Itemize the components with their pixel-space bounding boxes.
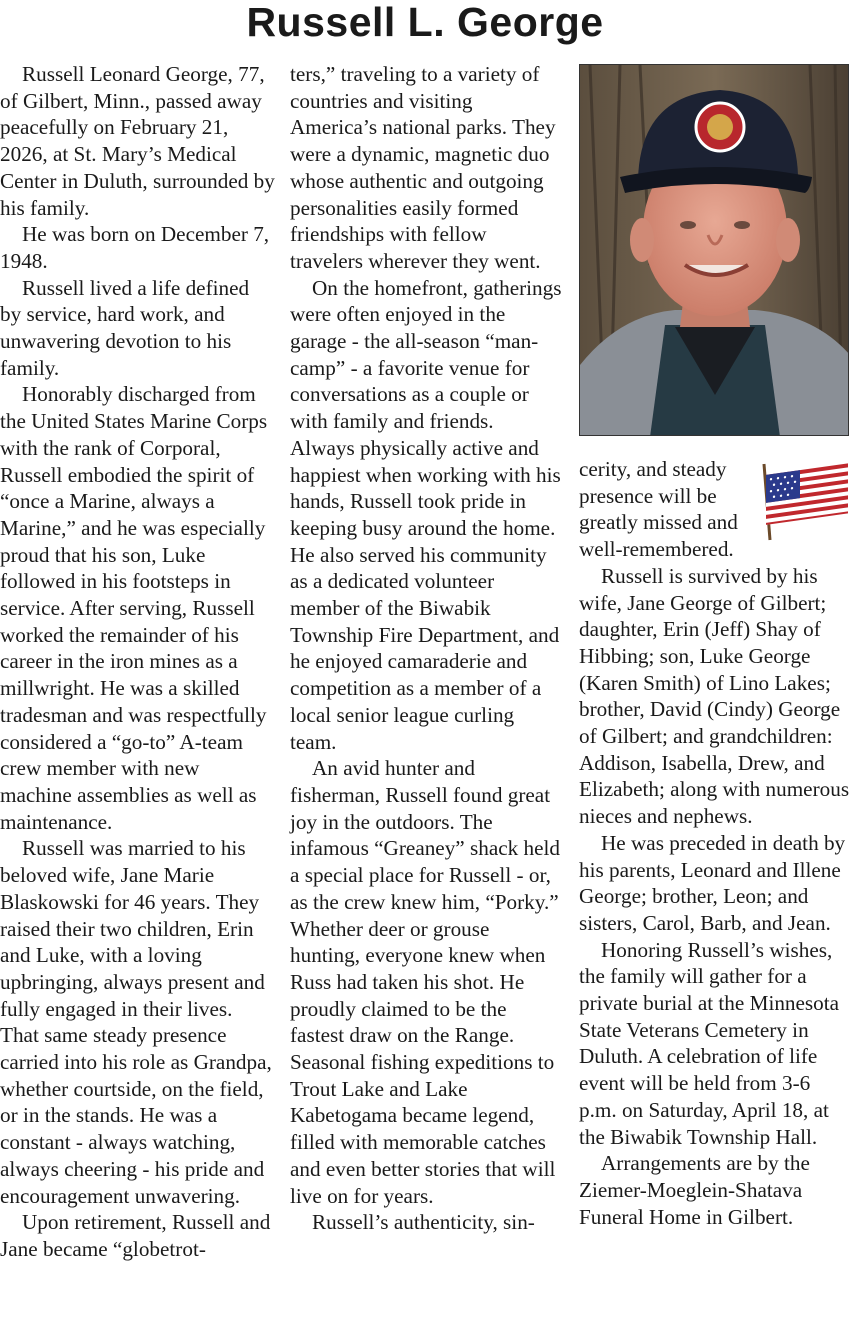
paragraph: An avid hunter and fisherman, Russell found great joy in the outdoors. The infamous “Greaney” shack held a special place for Russell - or, as the crew knew him, “Porky.” Whether deer or grouse hunting, everyone knew when Russ had taken his shot. He proudly claimed to be the fastest draw on the Range. Seasonal fishing expeditions to Trout Lake and Lake Kabetogama became legend, filled with memorable catches and even better stories that will live on for years. — [290, 756, 561, 1208]
paragraph-continuation: ters,” traveling to a variety of countries and visiting America’s national parks. They were a dynamic, magnetic duo whose authentic and outgoing personalities easily formed friendships with fellow travelers wherever they went. — [290, 62, 556, 273]
paragraph: Upon retirement, Russell and Jane became “globetrot- — [0, 1210, 271, 1261]
paragraph-continuation: cerity, and steady presence will be greatly missed and well-remembered. — [579, 457, 738, 562]
paragraph: Russell lived a life defined by service, hard work, and unwavering devotion to his family. — [0, 275, 250, 380]
paragraph: Honoring Russell’s wishes, the family will gather for a private burial at the Minnesota State Veterans Cemetery in Duluth. A celebration of life event will be held from 3-6 p.m. on Saturday, April 18, at the Biwabik Township Hall. — [579, 937, 840, 1149]
paragraph: Russell was married to his beloved wife, Jane Marie Blaskowski for 46 years. They raised their two children, Erin and Luke, with a loving upbringing, always present and fully engaged in their lives. That same steady presence carried into his role as Grandpa, whether courtside, on the field, or in the stands. He was a constant - always watching, always cheering - his pride and encouragement unwavering. — [0, 836, 272, 1208]
obituary-title: Russell L. George — [246, 0, 604, 45]
column-2 — [290, 61, 562, 1236]
column-3 — [579, 456, 850, 1230]
paragraph: Russell Leonard George, 77, of Gilbert, Minn., passed away peacefully on February 21, 2026, at St. Mary’s Medical Center in Duluth, surrounded by his family. — [0, 62, 275, 220]
american-flag-icon — [758, 456, 850, 542]
paragraph: Russell is survived by his wife, Jane George of Gilbert; daughter, Erin (Jeff) Shay of Hibbing; son, Luke George (Karen Smith) of Lino Lakes; brother, David (Cindy) George of Gilbert; and grandchildren: Addison, Isabella, Drew, and Elizabeth; along with numerous nieces and nephews. — [579, 563, 850, 829]
paragraph: On the homefront, gatherings were often enjoyed in the garage - the all-season “man-camp” - a favorite venue for conversations as a couple or with family and friends. Always physically active and happiest when working with his hands, Russell took pride in keeping busy around the home. He also served his community as a dedicated volunteer member of the Biwabik Township Fire Department, and he enjoyed camaraderie and competition as a member of a local senior league curling team. — [290, 275, 562, 754]
paragraph: Arrangements are by the Ziemer-Moeglein-Shatava Funeral Home in Gilbert. — [579, 1151, 810, 1229]
column-1 — [0, 61, 275, 1263]
paragraph: He was born on December 7, 1948. — [0, 222, 270, 273]
portrait-photo — [579, 64, 849, 436]
paragraph: He was preceded in death by his parents, Leonard and Illene George; brother, Leon; and sisters, Carol, Barb, and Jean. — [579, 830, 846, 935]
paragraph: Russell’s authenticity, sin- — [312, 1210, 535, 1235]
paragraph: Honorably discharged from the United States Marine Corps with the rank of Corporal, Russell embodied the spirit of “once a Marine, always a Marine,” and he was especially proud that his son, Luke followed in his footsteps in service. After serving, Russell worked the remainder of his career in the iron mines as a millwright. He was a skilled tradesman and was respectfully considered a “go-to” A-team crew member with new machine assemblies as well as maintenance. — [0, 382, 268, 834]
